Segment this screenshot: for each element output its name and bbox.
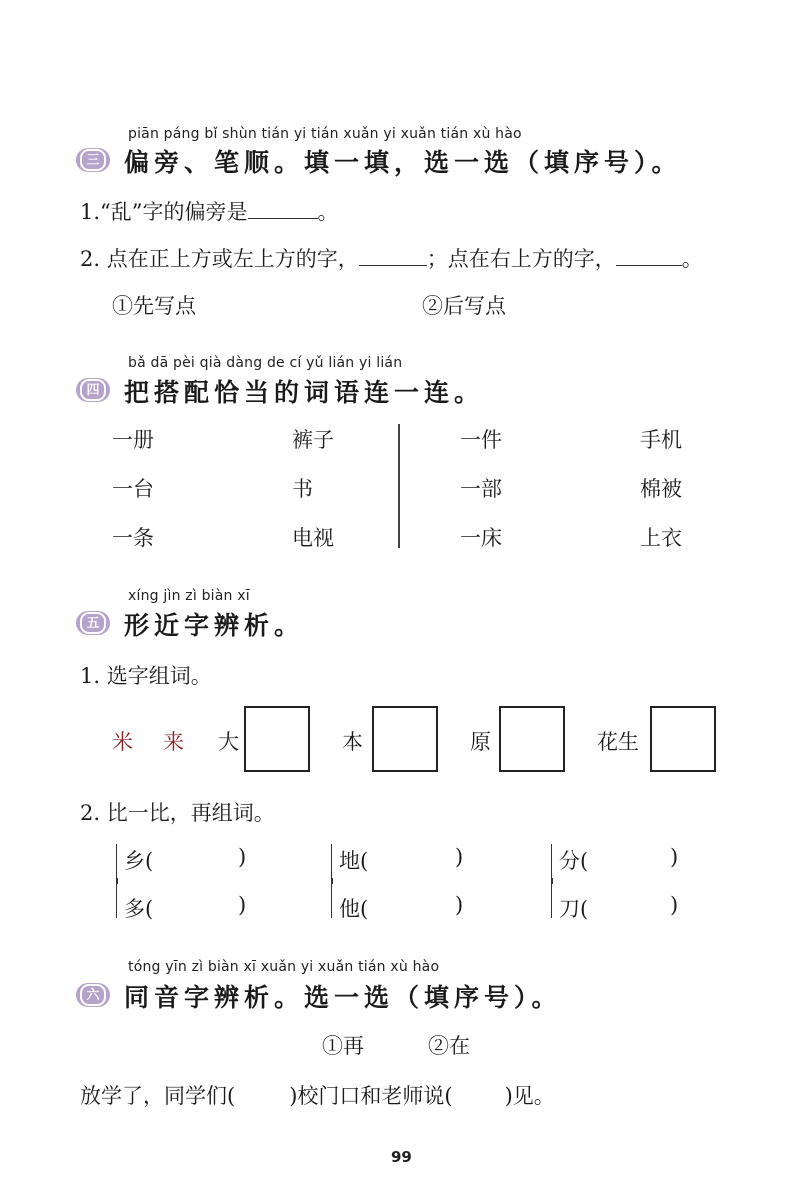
section4-pinyin: bǎ dā pèi qià dàng de cí yǔ lián yi lián: [128, 355, 403, 371]
pair3-top-char: 分(: [559, 849, 589, 873]
match-left-2[interactable]: 一台: [112, 477, 154, 501]
section5-title: 形近字辨析。: [124, 611, 305, 640]
choice-char-2: 来: [163, 730, 184, 754]
section5-badge-number: 五: [80, 612, 106, 634]
match-right-1[interactable]: 一件: [460, 428, 502, 452]
s6-option1: [322, 1030, 364, 1060]
pair3-top-close: ): [670, 845, 679, 869]
pair-brace-2: [331, 844, 338, 918]
page-number: 99: [391, 1148, 412, 1166]
s3-question2: [80, 243, 703, 273]
answer-box-3[interactable]: [499, 706, 565, 772]
s6-sentence-part3: )见。: [504, 1084, 555, 1108]
section6-title: 同音字辨析。选一选（填序号）。: [124, 983, 562, 1012]
section4-badge-number: 四: [80, 379, 106, 401]
s5-question1: 1. 选字组词。: [80, 664, 212, 688]
s6-sentence-part2: )校门口和老师说(: [289, 1084, 453, 1108]
s3-q1-suffix: 。: [317, 200, 339, 224]
section6-badge-number: 六: [80, 984, 106, 1006]
s3-option2: ②后写点: [422, 294, 506, 318]
word-prefix-2: 本: [342, 730, 363, 754]
s3-q1-text: 1.“乱”字的偏旁是: [80, 200, 248, 224]
pair2-top-char: 地(: [339, 849, 369, 873]
s6-option2: [428, 1030, 470, 1060]
pair-brace-1: [116, 844, 123, 918]
answer-box-4[interactable]: [650, 706, 716, 772]
s3-option1: ①先写点: [112, 294, 196, 318]
s3-q2-suffix: 。: [681, 247, 703, 271]
section3-title: 偏旁、笔顺。填一填，选一选（填序号）。: [124, 148, 682, 177]
pair3-bottom-close: ): [670, 893, 679, 917]
pair2-bottom-char: 他(: [339, 897, 369, 921]
pair1-bottom-close: ): [238, 893, 247, 917]
match-left-target-2[interactable]: 书: [292, 477, 313, 501]
s3-q2-blank2[interactable]: [616, 245, 682, 266]
pair1-top-char: 乡(: [124, 849, 154, 873]
section4-badge: [76, 378, 110, 402]
pair3-bottom-char: 刀(: [559, 897, 589, 921]
section3-badge: [76, 148, 110, 172]
s3-q2-text2: ；点在右上方的字，: [426, 247, 616, 271]
section6-badge: [76, 983, 110, 1007]
s6-sentence-part1: 放学了，同学们(: [80, 1084, 236, 1108]
s5-question2: 2. 比一比，再组词。: [80, 801, 275, 825]
word-prefix-1: 大: [218, 730, 239, 754]
word-prefix-3: 原: [470, 730, 491, 754]
pair1-top-close: ): [238, 845, 247, 869]
answer-box-1[interactable]: [244, 706, 310, 772]
s3-question1: [80, 196, 339, 226]
answer-box-2[interactable]: [372, 706, 438, 772]
section3-badge-number: 三: [80, 149, 106, 171]
section4-title: 把搭配恰当的词语连一连。: [124, 378, 485, 407]
pair1-bottom-char: 多(: [124, 897, 154, 921]
choice-char-1: 米: [112, 730, 133, 754]
match-right-target-1[interactable]: 手机: [640, 428, 682, 452]
match-left-target-3[interactable]: 电视: [292, 526, 334, 550]
section6-pinyin: tóng yīn zì biàn xī xuǎn yi xuǎn tián xù hào: [128, 959, 440, 975]
match-right-2[interactable]: 一部: [460, 477, 502, 501]
match-right-3[interactable]: 一床: [460, 526, 502, 550]
pair-brace-3: [551, 844, 558, 918]
match-right-target-3[interactable]: 上衣: [640, 526, 682, 550]
match-left-target-1[interactable]: 裤子: [292, 428, 334, 452]
s3-q1-blank[interactable]: [248, 198, 318, 219]
pair2-bottom-close: ): [455, 893, 464, 917]
word-prefix-4: 花生: [597, 730, 639, 754]
match-left-3[interactable]: 一条: [112, 526, 154, 550]
section3-pinyin: piān páng bǐ shùn tián yi tián xuǎn yi xuǎn tián xù hào: [128, 126, 522, 142]
s6-option2-text: ②在: [428, 1034, 470, 1058]
s3-q2-text1: 2. 点在正上方或左上方的字，: [80, 247, 359, 271]
match-left-1[interactable]: 一册: [112, 428, 154, 452]
pair2-top-close: ): [455, 845, 464, 869]
match-right-target-2[interactable]: 棉被: [640, 477, 682, 501]
s6-sentence: [80, 1080, 555, 1110]
s6-option1-text: ①再: [322, 1034, 364, 1058]
match-divider: [398, 424, 400, 548]
section5-pinyin: xíng jìn zì biàn xī: [128, 588, 250, 604]
s3-q2-blank1[interactable]: [359, 245, 427, 266]
section5-badge: [76, 611, 110, 635]
